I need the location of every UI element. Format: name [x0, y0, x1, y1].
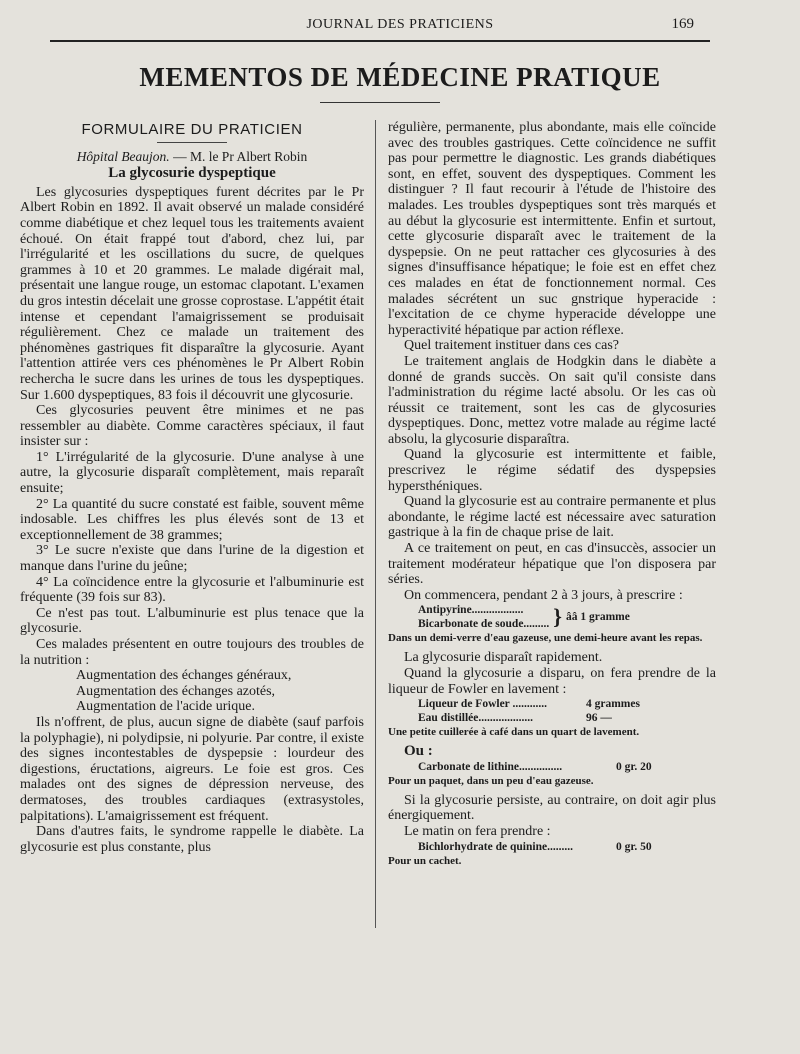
paragraph: A ce traitement on peut, en cas d'insuccès, associer un traitement modérateur hépatique que l'on disposera par séries.: [388, 541, 716, 588]
drug-name: Bichlorhydrate de quinine.........: [418, 840, 573, 853]
journal-title: JOURNAL DES PRATICIENS: [306, 17, 494, 32]
hospital-author: — M. le Pr Albert Robin: [169, 148, 308, 164]
paragraph: Quand la glycosurie a disparu, on fera prendre de la liqueur de Fowler en lavement :: [388, 666, 716, 697]
paragraph: Le traitement anglais de Hodgkin dans le diabète a donné de grands succès. On sait qu'il consiste dans l'administration du régime lacté absolu. Or les cas où réussit ce traitement, sont les cas de glycosuries dyspeptiques. Donc, mettez votre malade au régime lacté absolu, la glycosurie disparaîtra.: [388, 353, 716, 447]
paragraph: Dans d'autres faits, le syndrome rappelle le diabète. La glycosurie est plus constante, plus: [20, 824, 364, 855]
left-column: [20, 116, 364, 855]
drug-name: Eau distillée...................: [418, 712, 534, 725]
article-title: La glycosurie dyspeptique: [108, 165, 276, 182]
prescription-4: [388, 840, 716, 854]
drug-name: Carbonate de lithine...............: [418, 760, 563, 773]
prescription-2: [388, 697, 716, 725]
ou-label: Ou :: [404, 743, 433, 760]
drug-dose: ââ 1 gramme: [565, 611, 630, 624]
list-item: Augmentation de l'acide urique.: [76, 699, 256, 715]
list-item: 2° La quantité du sucre constaté est faible, souvent même indosable. Les chiffres les plus élevés sont de 13 et exceptionnellement de 38 grammes;: [20, 496, 364, 543]
section-title: FORMULAIRE DU PRATICIEN: [81, 121, 303, 138]
main-title: MEMENTOS DE MÉDECINE PRATIQUE: [139, 62, 661, 92]
hospital-line: [20, 149, 364, 165]
running-header: [0, 14, 800, 38]
drug-dose: 0 gr. 50: [616, 840, 652, 853]
drug-dose: 0 gr. 20: [616, 760, 652, 773]
prescription-3: [388, 760, 716, 774]
paragraph: La glycosurie disparaît rapidement.: [404, 650, 603, 666]
list-item: 1° L'irrégularité de la glycosurie. D'une analyse à une autre, la glycosurie disparaît complètement, mais reparaît ensuite;: [20, 449, 364, 497]
drug-dose: 96 —: [586, 712, 612, 725]
paragraph: Les glycosuries dyspeptiques furent décrites par le Pr Albert Robin en 1892. Il avait observé un malade considéré comme diabétique et chez lequel tous les traitements avaient échoué. On était frappé tout d'abord, chez lui, par l'irrégularité et les oscillations du sucre, de quelques grammes à 10 et 20 grammes. Le malade digérait mal, présentait une langue rouge, un estomac clapotant. L'examen du gros intestin décelait une grosse coprostase. L'appétit était intense et cependant l'amaigrissement se produisait régulièrement. Chez ce malade un traitement des phénomènes gastriques fit disparaître la glycosurie. Ayant l'attention attirée vers ces phénomènes le Pr Albert Robin rechercha le sucre dans les urines de tous les dyspeptiques. Sur 1.600 dyspeptiques, 83 fois il découvrit une glycosurie.: [20, 184, 364, 403]
column-divider: [375, 120, 376, 928]
paragraph: On commencera, pendant 2 à 3 jours, à prescrire :: [404, 587, 683, 603]
title-rule: [320, 102, 440, 103]
paragraph: Quand la glycosurie est intermittente et faible, prescrivez le régime sédatif des dyspepsies hypersthéniques.: [388, 447, 716, 494]
paragraph: Ces malades présentent en outre toujours des troubles de la nutrition :: [20, 637, 364, 668]
list-item: Augmentation des échanges généraux,: [76, 668, 292, 684]
paragraph: Si la glycosurie persiste, au contraire, on doit agir plus énergiquement.: [388, 792, 716, 824]
paragraph: Ces glycosuries peuvent être minimes et ne pas ressembler au diabète. Comme caractères spéciaux, il faut insister sur :: [20, 403, 364, 450]
prescription-note: Pour un paquet, dans un peu d'eau gazeuse.: [388, 774, 594, 787]
page-number: 169: [671, 16, 694, 32]
header-rule: [50, 40, 710, 42]
list-item: Augmentation des échanges azotés,: [76, 683, 276, 699]
paragraph: Quand la glycosurie est au contraire permanente et plus abondante, le régime lacté est nécessaire avec saturation gastrique à la fin de chaque prise de lait.: [388, 494, 716, 541]
brace: }: [553, 604, 562, 630]
section-rule: [157, 142, 227, 143]
paragraph: Quel traitement instituer dans ces cas?: [404, 338, 619, 354]
drug-name: Liqueur de Fowler ............: [418, 698, 547, 711]
drug-name: Bicarbonate de soude.........: [418, 618, 550, 631]
paragraph: Ce n'est pas tout. L'albuminurie est plus tenace que la glycosurie.: [20, 605, 364, 637]
hospital-place: Hôpital Beaujon.: [76, 148, 170, 164]
paragraph: Le matin on fera prendre :: [404, 823, 551, 839]
prescription-note: Dans un demi-verre d'eau gazeuse, une demi-heure avant les repas.: [388, 632, 703, 645]
paragraph: régulière, permanente, plus abondante, mais elle coïncide avec des troubles gastriques. Cette coïncidence ne suffit pas pour permettre le diagnostic. Les grands diabétiques sont, en effet, souvent des dyspeptiques. Comment les distinguer ? Il faut recourir à l'étude de l'histoire des malades. Les troubles dyspeptiques sont très marqués et au début la glycosurie est intermittente. Enfin et surtout, cette glycosurie disparaît avec le traitement de la dyspepsie. On ne peut rattacher ces glycosuries à des signes d'insuffisance hépatique; le foie est en effet chez ces malades en état de fonctionnement normal. Ces malades sécrétent un suc gnstrique hyperacide : l'excitation de ce chyme hyperacide développe une hyperactivité hépatique par action réflexe.: [388, 120, 716, 338]
prescription-1: [388, 603, 716, 631]
drug-dose: 4 grammes: [586, 698, 640, 711]
paragraph: Ils n'offrent, de plus, aucun signe de diabète (sauf parfois la polyphagie), ni polydipsie, ni polyurie. Par contre, il existe des signes incontestables de dyspepsie : lourdeur des digestions, éructations, aigreurs. Le foie est gros. Ces malades ont des signes de dépression nerveuse, des dermatoses, des troubles cardiaques (extrasystoles, palpitations). L'amaigrissement est fréquent.: [20, 714, 364, 824]
list-item: 3° Le sucre n'existe que dans l'urine de la digestion et manque dans l'urine du jeûne;: [20, 543, 364, 575]
prescription-note: Une petite cuillerée à café dans un quart de lavement.: [388, 726, 640, 739]
prescription-note: Pour un cachet.: [388, 854, 462, 867]
right-column: [388, 120, 716, 868]
list-item: 4° La coïncidence entre la glycosurie et l'albuminurie est fréquente (39 fois sur 83).: [20, 574, 364, 606]
drug-name: Antipyrine..................: [418, 604, 524, 617]
